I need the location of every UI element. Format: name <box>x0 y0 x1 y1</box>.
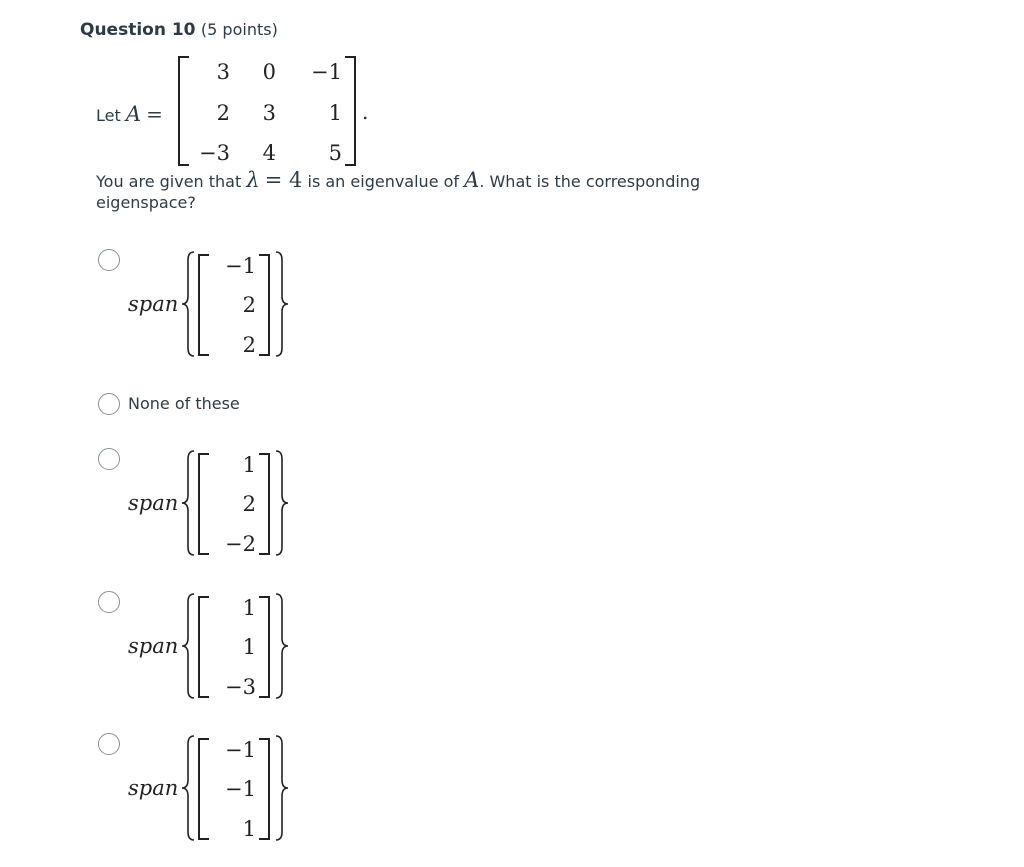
span-label: span <box>128 634 179 658</box>
right-brace-icon <box>274 250 290 358</box>
lambda-symbol: λ <box>246 168 260 192</box>
vector-entry: 1 <box>242 635 256 659</box>
vector-entry: 1 <box>242 596 256 620</box>
matrix-cell: 1 <box>328 101 342 125</box>
vector-entry: 1 <box>242 817 256 841</box>
radio-button[interactable] <box>98 249 120 271</box>
left-brace-icon <box>180 592 196 700</box>
matrix-cell: −1 <box>311 60 342 84</box>
matrix-cell: 3 <box>262 101 276 125</box>
vector-left-bracket <box>198 453 209 555</box>
answer-option-5[interactable] <box>96 732 346 844</box>
vector-right-bracket <box>259 596 270 698</box>
span-label: span <box>128 776 179 800</box>
vector-left-bracket <box>198 254 209 356</box>
vector-entry: −1 <box>225 777 256 801</box>
question-points: (5 points) <box>200 20 278 39</box>
vector-entry: −1 <box>225 738 256 762</box>
answer-option-3[interactable] <box>96 447 346 559</box>
vector-entry: 2 <box>242 293 256 317</box>
vector-entry: −1 <box>225 254 256 278</box>
vector-entry: −2 <box>225 532 256 556</box>
matrix-symbol: A <box>125 102 142 126</box>
lambda-value: = 4 <box>264 168 303 192</box>
vector-right-bracket <box>259 453 270 555</box>
answer-option-1[interactable] <box>96 248 346 360</box>
matrix-cell: −3 <box>199 141 230 165</box>
vector-right-bracket <box>259 738 270 840</box>
prompt-post: . What is the corresponding <box>479 172 701 191</box>
vector-right-bracket <box>259 254 270 356</box>
matrix-left-bracket <box>178 56 189 166</box>
vector-entry: −3 <box>225 675 256 699</box>
question-prompt <box>96 170 776 213</box>
right-brace-icon <box>274 449 290 557</box>
radio-button[interactable] <box>98 448 120 470</box>
prompt-matrix-symbol: A <box>464 168 480 192</box>
question-number: Question 10 <box>80 20 196 40</box>
prompt-pre: You are given that <box>96 172 242 191</box>
matrix-period: . <box>362 100 369 124</box>
left-brace-icon <box>180 250 196 358</box>
left-brace-icon <box>180 449 196 557</box>
prompt-mid: is an eigenvalue of <box>307 172 460 191</box>
right-brace-icon <box>274 734 290 842</box>
matrix-right-bracket <box>345 56 356 166</box>
matrix-cell: 3 <box>216 60 230 84</box>
radio-button[interactable] <box>98 591 120 613</box>
left-brace-icon <box>180 734 196 842</box>
option-label: None of these <box>128 394 240 413</box>
span-label: span <box>128 292 179 316</box>
vector-entry: 2 <box>242 492 256 516</box>
prompt-line2: eigenspace? <box>96 193 196 212</box>
vector-entry: 2 <box>242 333 256 357</box>
answer-option-4[interactable] <box>96 590 346 702</box>
vector-entry: 1 <box>242 453 256 477</box>
vector-left-bracket <box>198 596 209 698</box>
let-label: Let <box>96 106 121 125</box>
matrix-cell: 0 <box>262 60 276 84</box>
question-title <box>80 20 278 40</box>
matrix-cell: 2 <box>216 101 230 125</box>
radio-button[interactable] <box>98 733 120 755</box>
vector-left-bracket <box>198 738 209 840</box>
answer-option-2[interactable] <box>96 392 316 418</box>
matrix-cell: 4 <box>262 141 276 165</box>
right-brace-icon <box>274 592 290 700</box>
matrix-a <box>178 56 378 168</box>
radio-button[interactable] <box>98 393 120 415</box>
matrix-cell: 5 <box>328 141 342 165</box>
equals-sign: = <box>146 102 163 126</box>
span-label: span <box>128 491 179 515</box>
matrix-definition-label <box>96 102 163 126</box>
